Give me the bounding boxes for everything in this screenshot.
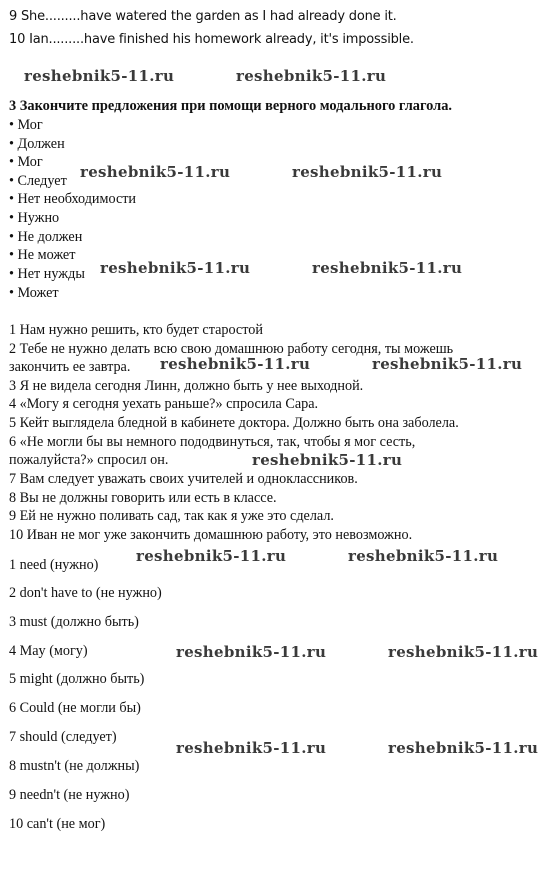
sentence-line: 7 Вам следует уважать своих учителей и одноклассников. bbox=[9, 471, 358, 487]
bullet-item: • Мог bbox=[9, 117, 43, 133]
watermark: reshebnik5-11.ru bbox=[348, 547, 499, 565]
watermark: reshebnik5-11.ru bbox=[388, 739, 539, 757]
sentence-line: 5 Кейт выглядела бледной в кабинете доктора. Должно быть она заболела. bbox=[9, 415, 459, 431]
bullet-item: • Не может bbox=[9, 247, 76, 263]
watermark: reshebnik5-11.ru bbox=[160, 355, 311, 373]
answer-line: 5 might (должно быть) bbox=[9, 671, 145, 687]
watermark: reshebnik5-11.ru bbox=[252, 451, 403, 469]
text-line: 9 She.........have watered the garden as I had already done it. bbox=[9, 9, 397, 24]
sentence-line: 2 Тебе не нужно делать всю свою домашнюю работу сегодня, ты можешь bbox=[9, 341, 454, 357]
answer-line: 4 May (могу) bbox=[9, 643, 88, 659]
sentence-line: 1 Нам нужно решить, кто будет старостой bbox=[9, 322, 263, 338]
sentence-line: 9 Ей не нужно поливать сад, так как я уже это сделал. bbox=[9, 508, 334, 524]
answer-line: 10 can't (не мог) bbox=[9, 816, 106, 832]
watermark: reshebnik5-11.ru bbox=[236, 67, 387, 85]
watermark: reshebnik5-11.ru bbox=[292, 163, 443, 181]
watermark: reshebnik5-11.ru bbox=[372, 355, 523, 373]
answer-line: 1 need (нужно) bbox=[9, 557, 99, 573]
watermark: reshebnik5-11.ru bbox=[312, 259, 463, 277]
watermark: reshebnik5-11.ru bbox=[176, 643, 327, 661]
bullet-item: • Может bbox=[9, 285, 59, 301]
bullet-item: • Не должен bbox=[9, 229, 83, 245]
sentence-line: 3 Я не видела сегодня Линн, должно быть у нее выходной. bbox=[9, 378, 364, 394]
text-line: 10 Ian.........have finished his homework already, it's impossible. bbox=[9, 32, 414, 47]
sentence-line: 8 Вы не должны говорить или есть в классе. bbox=[9, 490, 277, 506]
answer-line: 3 must (должно быть) bbox=[9, 614, 139, 630]
watermark: reshebnik5-11.ru bbox=[136, 547, 287, 565]
answer-line: 7 should (следует) bbox=[9, 729, 117, 745]
bullet-item: • Нужно bbox=[9, 210, 60, 226]
sentence-line: 6 «Не могли бы вы немного пододвинуться, так, чтобы я мог сесть, bbox=[9, 434, 416, 450]
watermark: reshebnik5-11.ru bbox=[388, 643, 539, 661]
sentence-line: пожалуйста?» спросил он. bbox=[9, 452, 169, 468]
sentence-line: 4 «Могу я сегодня уехать раньше?» спросила Сара. bbox=[9, 396, 319, 412]
task-heading: 3 Закончите предложения при помощи верного модального глагола. bbox=[9, 98, 453, 114]
bullet-item: • Следует bbox=[9, 173, 67, 189]
sentence-line: 10 Иван не мог уже закончить домашнюю работу, это невозможно. bbox=[9, 527, 413, 543]
watermark: reshebnik5-11.ru bbox=[176, 739, 327, 757]
bullet-item: • Нет нужды bbox=[9, 266, 85, 282]
answer-line: 9 needn't (не нужно) bbox=[9, 787, 130, 803]
bullet-item: • Должен bbox=[9, 136, 65, 152]
watermark: reshebnik5-11.ru bbox=[80, 163, 231, 181]
answer-line: 2 don't have to (не нужно) bbox=[9, 585, 162, 601]
bullet-item: • Мог bbox=[9, 154, 43, 170]
answer-line: 8 mustn't (не должны) bbox=[9, 758, 140, 774]
watermark: reshebnik5-11.ru bbox=[100, 259, 251, 277]
watermark: reshebnik5-11.ru bbox=[24, 67, 175, 85]
sentence-line: закончить ее завтра. bbox=[9, 359, 131, 375]
answer-line: 6 Could (не могли бы) bbox=[9, 700, 141, 716]
bullet-item: • Нет необходимости bbox=[9, 191, 137, 207]
